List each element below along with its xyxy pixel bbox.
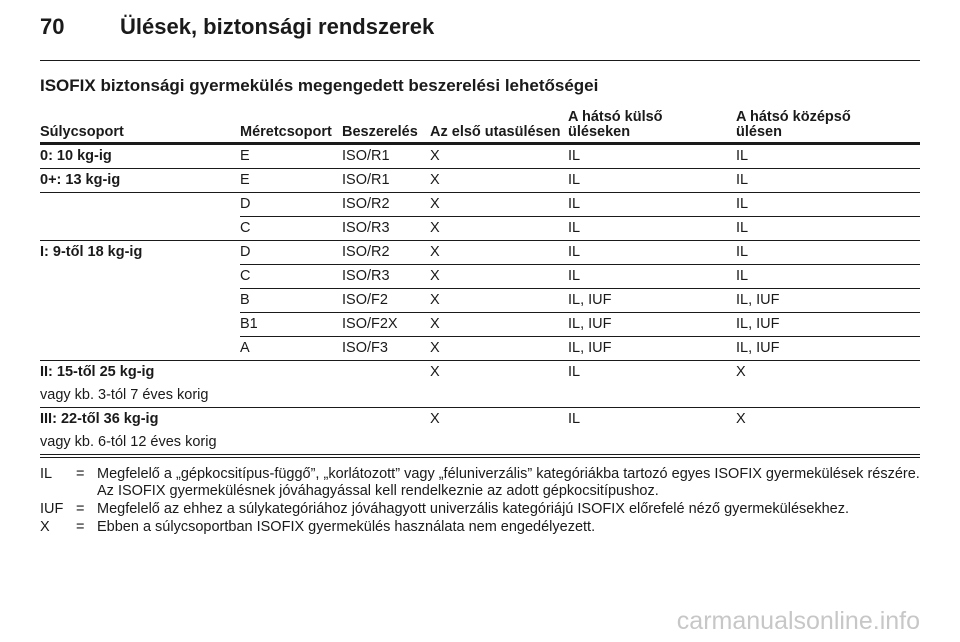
cell-front-passenger: X xyxy=(430,268,440,284)
cell-front-passenger: X xyxy=(430,172,440,188)
col-header-fixture: Beszerelés xyxy=(342,124,418,140)
cell-rear-center: X xyxy=(736,411,746,427)
cell-weight-group: III: 22-től 36 kg-ig xyxy=(40,411,159,427)
cell-size-class: C xyxy=(240,220,251,236)
col-header-rear-outboard-line1: A hátsó külső xyxy=(568,109,663,125)
legend-item xyxy=(40,519,920,536)
cell-front-passenger: X xyxy=(430,316,440,332)
cell-rear-center: IL xyxy=(736,148,749,164)
cell-rear-center: IL, IUF xyxy=(736,292,780,308)
legend-equals: = xyxy=(76,466,85,482)
table-bottom-divider xyxy=(40,457,920,458)
cell-rear-outboard: IL xyxy=(568,172,581,188)
legend-text: Ebben a súlycsoportban ISOFIX gyermekülés használata nem engedélyezett. xyxy=(97,519,596,535)
cell-front-passenger: X xyxy=(430,148,440,164)
cell-fixture: ISO/R2 xyxy=(342,196,390,212)
table-row xyxy=(40,337,920,361)
cell-size-class: D xyxy=(240,244,251,260)
table-row xyxy=(40,169,920,193)
cell-size-class: C xyxy=(240,268,251,284)
header-divider xyxy=(40,60,920,61)
cell-fixture: ISO/R1 xyxy=(342,148,390,164)
cell-fixture: ISO/R2 xyxy=(342,244,390,260)
cell-weight-group-age: vagy kb. 6-tól 12 éves korig xyxy=(40,434,217,450)
cell-rear-outboard: IL xyxy=(568,244,581,260)
legend-item xyxy=(40,466,920,500)
table-row xyxy=(40,217,920,241)
cell-fixture: ISO/R3 xyxy=(342,220,390,236)
table-row xyxy=(40,145,920,169)
cell-fixture: ISO/F2X xyxy=(342,316,398,332)
col-header-front-passenger: Az első utasülésen xyxy=(430,124,561,140)
table-header xyxy=(40,104,920,145)
section-title: ISOFIX biztonsági gyermekülés megengedett beszerelési lehetőségei xyxy=(40,76,599,95)
chapter-title: Ülések, biztonsági rendszerek xyxy=(120,14,435,39)
cell-front-passenger: X xyxy=(430,411,440,427)
cell-rear-outboard: IL xyxy=(568,364,581,380)
isofix-table xyxy=(40,104,920,455)
legend-equals: = xyxy=(76,519,85,535)
cell-weight-group-age: vagy kb. 3-tól 7 éves korig xyxy=(40,387,209,403)
cell-rear-center: IL xyxy=(736,172,749,188)
col-header-rear-outboard xyxy=(568,110,663,140)
legend-equals: = xyxy=(76,501,85,517)
cell-rear-outboard: IL, IUF xyxy=(568,340,612,356)
page-header xyxy=(40,14,920,44)
cell-rear-center: IL xyxy=(736,268,749,284)
cell-front-passenger: X xyxy=(430,220,440,236)
table-row xyxy=(40,241,920,265)
cell-rear-center: IL xyxy=(736,196,749,212)
cell-size-class: E xyxy=(240,172,250,188)
cell-rear-center: IL, IUF xyxy=(736,340,780,356)
table-row xyxy=(40,408,920,455)
legend-text: Megfelelő az ehhez a súlykategóriához jóváhagyott univerzális kategóriájú ISOFIX előrefelé néző gyermekülésekhez. xyxy=(97,501,850,517)
cell-rear-center: IL xyxy=(736,244,749,260)
cell-fixture: ISO/R1 xyxy=(342,172,390,188)
col-header-size-class: Méretcsoport xyxy=(240,124,332,140)
cell-weight-group: II: 15-től 25 kg-ig xyxy=(40,364,155,380)
legend xyxy=(40,466,920,537)
col-header-rear-center-line1: A hátsó középső xyxy=(736,109,851,125)
legend-key: X xyxy=(40,519,50,535)
cell-rear-center: IL xyxy=(736,220,749,236)
cell-fixture: ISO/R3 xyxy=(342,268,390,284)
cell-rear-outboard: IL, IUF xyxy=(568,292,612,308)
legend-key: IUF xyxy=(40,501,64,517)
cell-size-class: E xyxy=(240,148,250,164)
cell-rear-outboard: IL xyxy=(568,148,581,164)
cell-rear-outboard: IL xyxy=(568,268,581,284)
cell-front-passenger: X xyxy=(430,196,440,212)
cell-front-passenger: X xyxy=(430,340,440,356)
col-header-rear-center xyxy=(736,110,851,140)
watermark: carmanualsonline.info xyxy=(676,607,920,635)
cell-rear-center: IL, IUF xyxy=(736,316,780,332)
table-row xyxy=(240,289,920,313)
cell-size-class: A xyxy=(240,340,250,356)
cell-weight-group: 0: 10 kg-ig xyxy=(40,148,112,164)
table-row xyxy=(40,361,920,408)
cell-front-passenger: X xyxy=(430,364,440,380)
legend-key: IL xyxy=(40,466,53,482)
cell-size-class: B1 xyxy=(240,316,258,332)
cell-front-passenger: X xyxy=(430,244,440,260)
cell-rear-outboard: IL xyxy=(568,220,581,236)
legend-item xyxy=(40,501,920,518)
legend-text: Megfelelő a „gépkocsitípus-függő”, „korlátozott” vagy „féluniverzális” kategóriákba tartozó egyes ISOFIX gyermekülések részére. Az ISOFIX gyermekülésnek jóváhagyással kell rendelkeznie az adott gépkocsitípushoz. xyxy=(97,466,920,499)
cell-size-class: B xyxy=(240,292,250,308)
cell-rear-center: X xyxy=(736,364,746,380)
cell-fixture: ISO/F3 xyxy=(342,340,388,356)
cell-rear-outboard: IL, IUF xyxy=(568,316,612,332)
col-header-rear-center-line2: ülésen xyxy=(736,124,782,140)
cell-size-class: D xyxy=(240,196,251,212)
table-row xyxy=(240,313,920,337)
cell-rear-outboard: IL xyxy=(568,196,581,212)
col-header-rear-outboard-line2: üléseken xyxy=(568,124,631,140)
page-number: 70 xyxy=(40,14,65,39)
col-header-weight-group: Súlycsoport xyxy=(40,124,124,140)
cell-rear-outboard: IL xyxy=(568,411,581,427)
table-row xyxy=(240,265,920,289)
cell-weight-group: I: 9-től 18 kg-ig xyxy=(40,244,143,260)
cell-fixture: ISO/F2 xyxy=(342,292,388,308)
table-row xyxy=(240,193,920,217)
cell-weight-group: 0+: 13 kg-ig xyxy=(40,172,121,188)
cell-front-passenger: X xyxy=(430,292,440,308)
